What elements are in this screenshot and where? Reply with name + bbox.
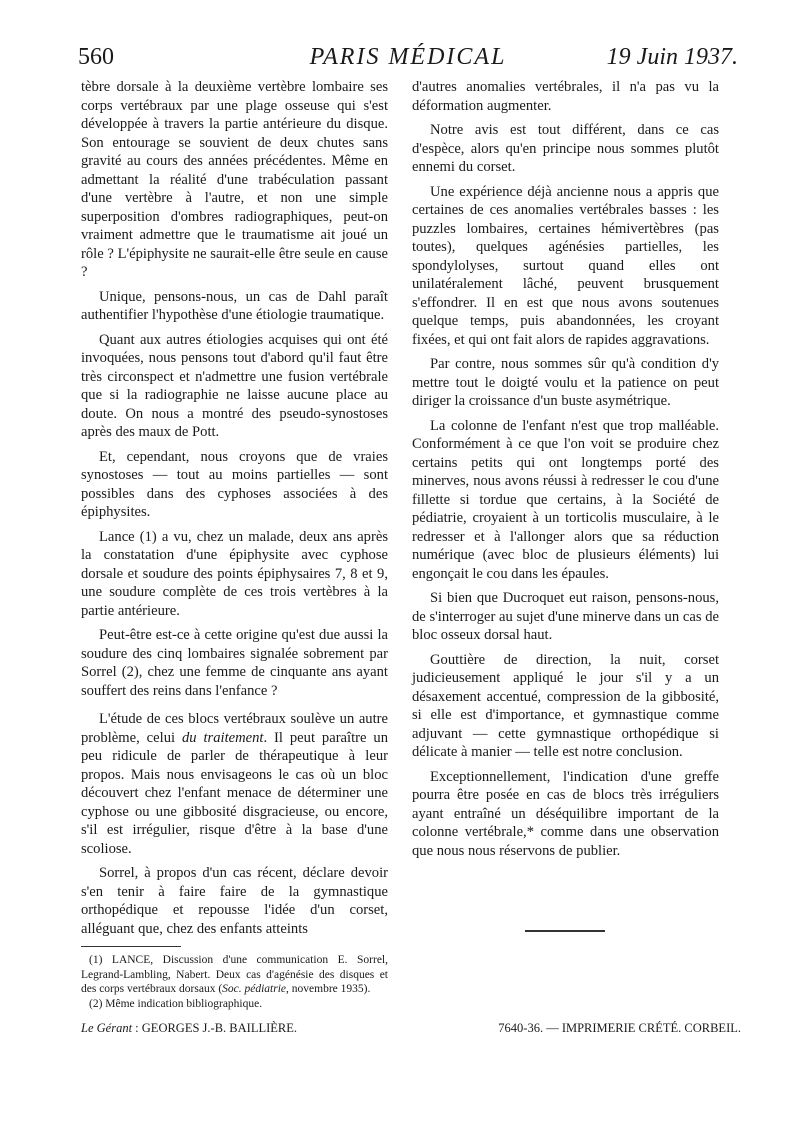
footnote-emphasis: Soc. pédiatrie — [222, 983, 287, 995]
paragraph: Peut-être est-ce à cette origine qu'est due aussi la soudure des cinq lombaires signalée sobrement par Sorrel (2), chez une femme de cinquante ans ayant souffert des reins dans l'enfance ? — [81, 627, 388, 699]
left-column — [81, 78, 388, 944]
paragraph: Exceptionnellement, l'indication d'une greffe pourra être posée en cas de blocs très irréguliers ayant entraîné un déséquilibre important de la colonne vertébrale,* comme dans une observation que nous nous réservons de publier. — [412, 768, 719, 859]
running-header — [78, 40, 738, 74]
paragraph: Et, cependant, nous croyons que de vraies synostoses — tout au moins partielles — sont possibles dans des cyphoses associées à des épiphysites. — [81, 448, 388, 520]
paragraph: Lance (1) a vu, chez un malade, deux ans après la constatation d'une épiphysite avec cyphose dorsale et soudure des points épiphysaires 7, 8 et 9, une soudure complète de ces trois vertèbres à la partie antérieure. — [81, 528, 388, 619]
page-number: 560 — [78, 44, 114, 70]
paragraph: d'autres anomalies vertébrales, il n'a pas vu la déformation augmenter. — [412, 79, 719, 114]
gerant-label: Le Gérant — [81, 1021, 133, 1035]
paragraph: Unique, pensons-nous, un cas de Dahl paraît authentifier l'hypothèse d'une étiologie traumatique. — [81, 288, 388, 323]
right-column — [412, 78, 719, 866]
footnote-text: (1) LANCE, Discussion d'une communication E. Sorrel, Legrand-Lambling, Nabert. Deux cas d'agénésie des disques et des corps vertébraux dorsaux ( — [81, 954, 388, 995]
paragraph: Gouttière de direction, la nuit, corset judicieusement appliqué le jour s'il y a un désaxement accentué, compression de la gibbosité, si elle est d'importance, et gymnastique comme adjuvant — cette gymnastique orthopédique si délicate à manier — telle est notre conclusion. — [412, 651, 719, 760]
page-footer — [81, 1021, 741, 1041]
footnote-2: (2) Même indication bibliographique. — [89, 997, 263, 1010]
footer-gerant — [81, 1021, 297, 1036]
paragraph: Notre avis est tout différent, dans ce cas d'espèce, alors qu'en principe nous sommes plutôt ennemi du corset. — [412, 122, 719, 175]
gerant-name: GEORGES J.-B. BAILLIÈRE. — [141, 1021, 297, 1035]
paragraph: tèbre dorsale à la deuxième vertèbre lombaire ses corps vertébraux par une plage osseuse qui s'est développée à travers la partie antérieure du disque. Son entourage se souvient de deux chutes sans gravité au cours des années précédentes. Même en admettant la réalité d'une trabéculation passant d'une vertèbre à l'autre, et non une simple superposition d'ombres radiographiques, peut-on vraiment admettre que le traumatisme ait joué un rôle ? L'épiphysite ne saurait-elle être seule en cause ? — [81, 79, 388, 280]
paragraph-treatment — [81, 710, 388, 858]
footnote-1 — [81, 953, 388, 997]
paragraph: Par contre, nous sommes sûr qu'à condition d'y mettre tout le doigté voulu et la patience on peut diriger la croissance d'un buste asymétrique. — [412, 356, 719, 409]
issue-date: 19 Juin 1937. — [606, 44, 738, 70]
footnotes — [81, 946, 388, 1011]
paragraph-text: L'étude de ces blocs vertébraux soulève un autre problème, celui — [81, 711, 388, 746]
journal-title: PARIS MÉDICAL — [309, 44, 507, 70]
gerant-separator: : — [132, 1021, 142, 1035]
paragraph: Une expérience déjà ancienne nous a appris que certaines de ces anomalies vertébrales basses : les puzzles lombaires, certaines hémivertèbres (pas toutes), quelques agénésies partielles, les spondylolyses, surtout quand elles ont unilatéralement lâché, peuvent brusquement s'effondrer. Il en est que nous avons soutenues quelque temps, puis abandonnées, les croyant fixées, et qui ont fait alors de rapides aggravations. — [412, 183, 719, 348]
emphasis: du traitement — [181, 729, 264, 746]
paragraph: Si bien que Ducroquet eut raison, pensons-nous, de s'interroger au sujet d'une minerve dans un cas de bloc osseux dorsal haut. — [412, 590, 719, 643]
paragraph: Sorrel, à propos d'un cas récent, déclare devoir s'en tenir à faire faire de la gymnastique orthopédique et repousse l'idée d'un corset, alléguant que, chez des enfants atteints — [81, 865, 388, 937]
paragraph-text: . Il peut paraître un peu ridicule de parler de thérapeutique à leur propos. Mais nous envisageons le cas où un bloc découvert chez l'enfant menace de déterminer une cyphose ou une gibbosité disgracieuse, ou encore, s'il est irrégulier, risque d'être à la base d'une scoliose. — [81, 729, 388, 857]
paragraph: Quant aux autres étiologies acquises qui ont été invoquées, nous pensons tout d'abord qu'il faut être très circonspect et n'admettre une fusion vertébrale que si la radiographie ne laisse aucune place au doute. On nous a montré des pseudo-synostoses après des maux de Pott. — [81, 331, 388, 440]
end-ornament-rule — [525, 930, 605, 932]
footer-printer: 7640-36. — IMPRIMERIE CRÉTÉ. CORBEIL. — [498, 1021, 741, 1035]
footnote-text: , novembre 1935). — [286, 983, 371, 995]
footnote-rule — [81, 946, 181, 947]
paragraph: La colonne de l'enfant n'est que trop malléable. Conformément à ce que l'on voit se produire chez certains petits qui ont longtemps porté des minerves, nous avons réussi à redresser le cou d'une fillette si tordue que certains, à la Société de pédiatrie, croyaient à un torticolis musculaire, à le redresser et à l'allonger alors que sa réduction numérique (avec bloc de plusieurs éléments) lui engonçait le cou dans les épaules. — [412, 417, 719, 582]
